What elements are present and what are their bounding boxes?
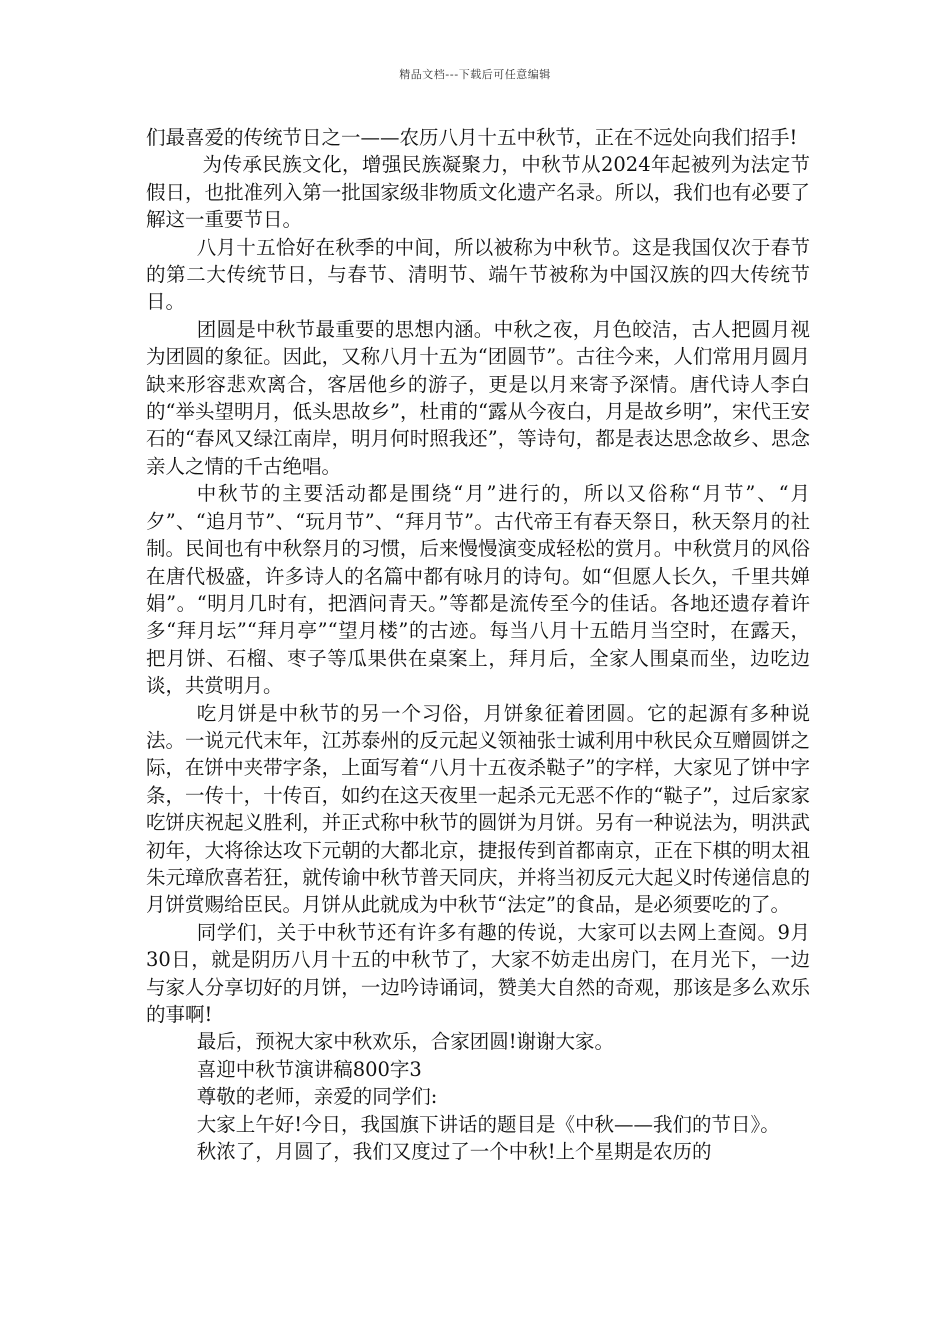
paragraph-12: 秋浓了，月圆了，我们又度过了一个中秋!上个星期是农历的 — [196, 1140, 712, 1164]
paragraph-5: 中秋节的主要活动都是围绕“月”进行的，所以又俗称“月节”、“月夕”、“追月节”、“玩月节”、“拜月节”。古代帝王有春天祭日，秋天祭月的社制。民间也有中秋祭月的习惯，后来慢慢演变成轻松的赏月。中秋赏月的风俗在唐代极盛，许多诗人的名篇中都有咏月的诗句。如“但愿人长久，千里共婵娟”。“明月几时有，把酒问青天。”等都是流传至今的佳话。各地还遗存着许多“拜月坛”“拜月亭”“望月楼”的古迹。每当八月十五皓月当空时，在露天，把月饼、石榴、枣子等瓜果供在桌案上，拜月后，全家人围桌而坐，边吃边谈，共赏明月。 — [146, 482, 810, 698]
paragraph-11: 大家上午好!今日，我国旗下讲话的题目是《中秋——我们的节日》。 — [196, 1112, 780, 1136]
paragraph-4: 团圆是中秋节最重要的思想内涵。中秋之夜，月色皎洁，古人把圆月视为团圆的象征。因此，又称八月十五为“团圆节”。古往今来，人们常用月圆月缺来形容悲欢离合，客居他乡的游子，更是以月来寄予深情。唐代诗人李白的“举头望明月，低头思故乡”，杜甫的“露从今夜白，月是故乡明”，宋代王安石的“春风又绿江南岸，明月何时照我还”，等诗句，都是表达思念故乡、思念亲人之情的千古绝唱。 — [146, 317, 810, 478]
page-header-watermark: 精品文档---下载后可任意编辑 — [399, 68, 551, 81]
paragraph-1: 们最喜爱的传统节日之一——农历八月十五中秋节，正在不远处向我们招手! — [146, 126, 798, 149]
paragraph-2: 为传承民族文化，增强民族凝聚力，中秋节从2024年起被列为法定节假日，也批准列入第一批国家级非物质文化遗产名录。所以，我们也有必要了解这一重要节日。 — [146, 153, 810, 232]
paragraph-8: 最后，预祝大家中秋欢乐，合家团圆!谢谢大家。 — [196, 1030, 615, 1054]
paragraph-10: 尊敬的老师，亲爱的同学们: — [196, 1085, 438, 1109]
paragraph-7: 同学们，关于中秋节还有许多有趣的传说，大家可以去网上查阅。9月30日，就是阴历八月十五的中秋节了，大家不妨走出房门，在月光下，一边与家人分享切好的月饼，一边吟诗诵词，赞美大自然的奇观，那该是多么欢乐的事啊! — [146, 920, 810, 1026]
document-body — [146, 124, 810, 1165]
paragraph-9: 喜迎中秋节演讲稿800字3 — [196, 1057, 422, 1081]
paragraph-6: 吃月饼是中秋节的另一个习俗，月饼象征着团圆。它的起源有多种说法。一说元代末年，江苏泰州的反元起义领袖张士诚利用中秋民众互赠圆饼之际，在饼中夹带字条，上面写着“八月十五夜杀鞑子”的字样，大家见了饼中字条，一传十，十传百，如约在这天夜里一起杀元无恶不作的“鞑子”，过后家家吃饼庆祝起义胜利，并正式称中秋节的圆饼为月饼。另有一种说法为，明洪武初年，大将徐达攻下元朝的大都北京，捷报传到首都南京，正在下棋的明太祖朱元璋欣喜若狂，就传谕中秋节普天同庆，并将当初反元大起义时传递信息的月饼赏赐给臣民。月饼从此就成为中秋节“法定”的食品，是必须要吃的了。 — [146, 701, 810, 917]
paragraph-3: 八月十五恰好在秋季的中间，所以被称为中秋节。这是我国仅次于春节的第二大传统节日，与春节、清明节、端午节被称为中国汉族的四大传统节日。 — [146, 235, 810, 314]
